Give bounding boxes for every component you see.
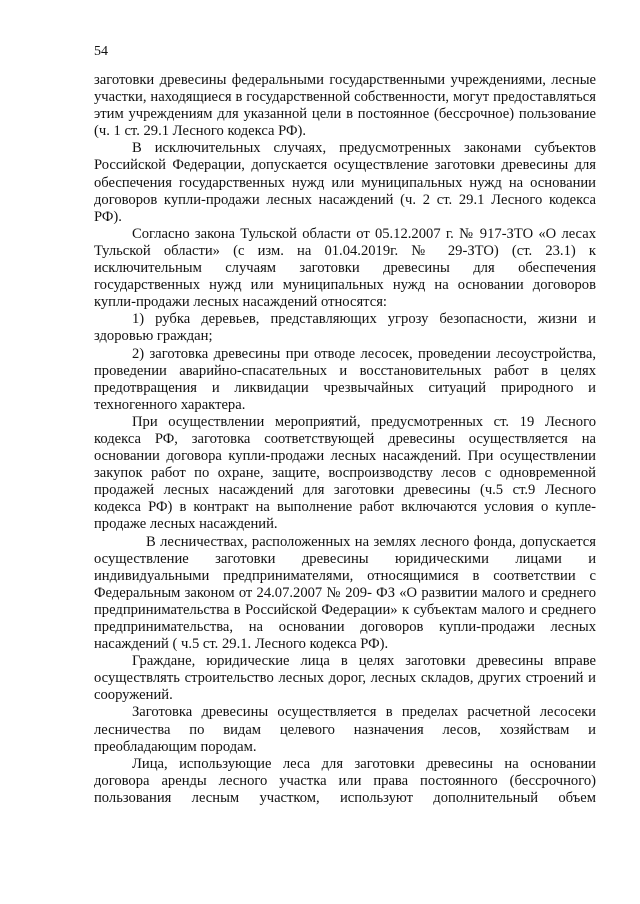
paragraph-6: Граждане, юридические лица в целях заготовки древесины вправе осуществлять строительство лесных дорог, лесных складов, других строений и сооружений. <box>94 653 596 704</box>
paragraph-8: Лица, использующие леса для заготовки древесины на основании договора аренды лесного участка или права постоянного (бессрочного) пользования лесным участком, используют дополнительный объем <box>94 755 596 806</box>
paragraph-5: В лесничествах, расположенных на землях лесного фонда, допускается осуществление заготовки древесины юридическими лицами и индивидуальными предпринимателями, относящимися в соответствии с Федеральным законом от 24.07.2007 № 209- ФЗ «О развитии малого и среднего предпринимательства в Российской Федерации» к субъектам малого и среднего предпринимательства, на основании договоров купли-продажи лесных насаждений ( ч.5 ст. 29.1. Лесного кодекса РФ). <box>94 533 596 653</box>
paragraph-2: В исключительных случаях, предусмотренных законами субъектов Российской Федерации, допускается осуществление заготовки древесины для обеспечения государственных нужд или муниципальных нужд на основании договоров купли-продажи лесных насаждений (ч. 2 ст. 29.1 Лесного кодекса РФ). <box>94 140 596 225</box>
paragraph-4: При осуществлении мероприятий, предусмотренных ст. 19 Лесного кодекса РФ, заготовка соответствующей древесины осуществляется на основании договора купли-продажи лесных насаждений. При осуществлении закупок работ по охране, защите, воспроизводству лесов с одновременной продажей лесных насаждений для заготовки древесины (ч.5 ст.9 Лесного кодекса РФ) в контракт на выполнение работ включаются условия о купле-продаже лесных насаждений. <box>94 413 596 533</box>
list-item-1: 1) рубка деревьев, представляющих угрозу безопасности, жизни и здоровью граждан; <box>94 311 596 345</box>
paragraph-3: Согласно закона Тульской области от 05.12.2007 г. № 917-ЗТО «О лесах Тульской области» (с изм. на 01.04.2019г. № 29-ЗТО) (ст. 23.1) к исключительным случаям заготовки древесины для обеспечения государственных нужд или муниципальных нужд на основании договоров купли-продажи лесных насаждений относятся: <box>94 225 596 311</box>
paragraph-7: Заготовка древесины осуществляется в пределах расчетной лесосеки лесничества по видам целевого назначения лесов, хозяйствам и преобладающим породам. <box>94 704 596 755</box>
page-number: 54 <box>94 44 108 59</box>
paragraph-1: заготовки древесины федеральными государственными учреждениями, лесные участки, находящиеся в государственной собственности, могут предоставляться этим учреждениям для указанной цели в постоянное (бессрочное) пользование (ч. 1 ст. 29.1 Лесного кодекса РФ). <box>94 72 596 140</box>
list-item-2: 2) заготовка древесины при отводе лесосек, проведении лесоустройства, проведении аварийно-спасательных и восстановительных работ в целях предотвращения и ликвидации чрезвычайных ситуаций природного и техногенного характера. <box>94 345 596 413</box>
document-body <box>94 72 596 807</box>
